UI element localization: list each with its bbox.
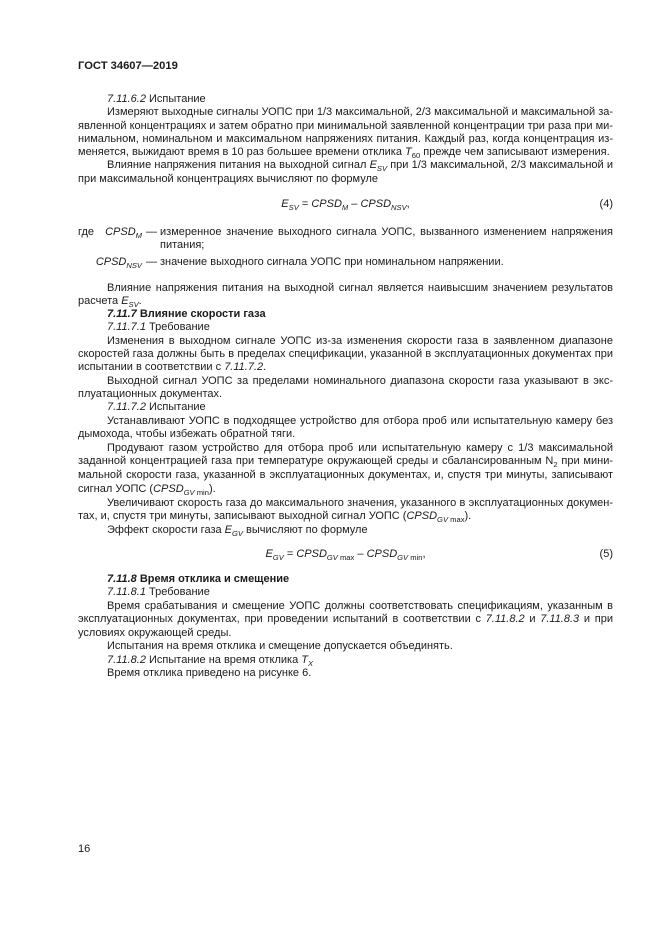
body-line: Изменения в выходном сигнале УОПС из-за изменения скорости газа в заявленном диапазоне: [107, 335, 613, 347]
body-line: [78, 146, 613, 160]
symbol: E: [369, 159, 377, 171]
body-line: явленной концентрациях и затем обратно при минимальной заявленной концентрации три раза при ми-: [78, 120, 613, 132]
section-reference: 7.11.7.2: [224, 361, 264, 373]
section-title: Испытание: [149, 93, 206, 105]
formula-symbol: CPSD: [296, 548, 327, 560]
subsection-heading: [107, 401, 613, 415]
where-term: [78, 226, 142, 240]
subscript: X: [308, 658, 314, 668]
subscript: SV: [288, 202, 299, 212]
subscript: GV: [183, 487, 195, 497]
text-run: эксплуатационных документах, при проведении испытаний в соответствии с: [78, 613, 486, 625]
section-title: Время отклика и смещение: [139, 573, 290, 585]
where-term: [78, 256, 142, 270]
subscript: GV: [272, 552, 284, 562]
where-dash: —: [146, 256, 157, 268]
where-definition-line: значение выходного сигнала УОПС при номинальном напряжении.: [160, 256, 504, 268]
symbol: T: [405, 146, 412, 158]
body-line: мальной скорости газа, указанной в эксплуатационных документах, и, спустя три минуты, записывают: [78, 469, 613, 481]
subscript: NSV: [391, 202, 407, 212]
body-line: условиях окружающей среды.: [78, 627, 232, 639]
formula-operator: =: [283, 548, 297, 560]
body-line: [107, 159, 613, 173]
subsection-heading: [107, 321, 613, 335]
subscript: M: [135, 230, 142, 240]
text-run: испытании в соответствии с: [78, 361, 225, 373]
text-run: вычисляют по формуле: [243, 524, 368, 536]
subsection-heading: [107, 654, 613, 668]
symbol: E: [121, 295, 129, 307]
where-dash: —: [146, 226, 157, 238]
formula-symbol: CPSD: [95, 256, 127, 268]
section-number: 7.11.8.2: [107, 654, 146, 666]
section-heading: [107, 573, 613, 587]
section-title: Требование: [149, 321, 210, 333]
text-run: и: [524, 613, 541, 625]
document-code: ГОСТ 34607—2019: [78, 60, 178, 72]
text-run: Эффект скорости газа: [107, 524, 225, 536]
text-run: ).: [464, 510, 472, 522]
body-line: Время отклика приведено на рисунке 6.: [107, 667, 312, 679]
formula-symbol: CPSD: [366, 548, 398, 560]
body-line: при максимальной концентрациях вычисляют по формуле: [78, 173, 378, 185]
symbol: E: [224, 524, 233, 536]
formula-symbol: CPSD: [360, 198, 392, 210]
body-line: [78, 613, 613, 627]
subsection-heading: [107, 93, 613, 107]
body-line: [78, 510, 613, 524]
text-run: .: [263, 361, 267, 373]
body-line: [78, 455, 613, 469]
body-line: Измеряют выходные сигналы УОПС при 1/3 максимальной, 2/3 максимальной и максимальной за-: [107, 106, 614, 118]
formula-symbol: CPSD: [311, 198, 342, 210]
text-run: при 1/3 максимальной, 2/3 максимальной и: [387, 159, 613, 171]
body-line: Время срабатывания и смещение УОПС должны соответствовать спецификациям, указанным в: [107, 600, 613, 612]
formula-symbol: E: [281, 198, 289, 210]
body-line: [78, 483, 613, 497]
symbol: CPSD: [406, 510, 438, 522]
section-heading: [107, 308, 613, 322]
body-line: [78, 361, 613, 375]
text-run: при мини-: [557, 455, 614, 467]
body-line: скоростей газа должны быть в пределах спецификации, указанной в эксплуатационных документах при: [78, 348, 613, 360]
formula-symbol: CPSD: [105, 226, 136, 238]
subscript: max: [337, 552, 355, 562]
section-title: Испытание на время отклика: [149, 654, 302, 666]
text-run: заданной концентрацией газа при температуре окружающей среды и сбалансированным: [78, 455, 546, 467]
where-definition-line: питания;: [160, 239, 205, 251]
symbol: T: [301, 654, 308, 666]
subscript: min: [194, 487, 209, 497]
section-number: 7.11.7: [107, 308, 137, 320]
section-title: Влияние скорости газа: [139, 308, 266, 320]
subscript: min: [408, 552, 423, 562]
subscript: M: [341, 202, 349, 212]
equation-number: (4): [599, 198, 613, 210]
text-run: ).: [208, 483, 216, 495]
section-title: Испытание: [149, 401, 206, 413]
text-run: сигнал УОПС (: [78, 483, 154, 495]
subscript: SV: [376, 163, 388, 173]
equation-number: (5): [599, 548, 613, 560]
text-run: тах, и, спустя три минуты, записывают выходной сигнал УОПС (: [78, 510, 407, 522]
body-line: Продувают газом устройство для отбора проб или испытательную камеру с 1/3 максимальной: [107, 442, 613, 454]
body-line: нимальном, номинальном и максимальном напряжениях питания. Каждый раз, когда концентрация из-: [78, 133, 613, 145]
formula-operator: –: [354, 548, 367, 560]
body-line: Испытания на время отклика и смещение допускается объединять.: [107, 640, 453, 652]
section-number: 7.11.8: [107, 573, 137, 585]
subscript: GV: [397, 552, 409, 562]
body-line: [78, 295, 613, 309]
text-run: прежде чем записывают измерения.: [420, 146, 610, 158]
section-number: 7.11.8.1: [107, 586, 146, 598]
body-line: [107, 524, 613, 538]
formula-punctuation: ,: [406, 198, 410, 210]
subscript: SV: [128, 299, 139, 309]
symbol: N: [545, 455, 554, 467]
formula-symbol: E: [265, 548, 273, 560]
section-reference: 7.11.8.2: [485, 613, 525, 625]
symbol: CPSD: [153, 483, 184, 495]
body-line: плуатационных документах.: [78, 388, 223, 400]
text-run: меняется, выжидают время в 10 раз большее времени отклика: [78, 146, 406, 158]
formula-punctuation: ,: [422, 548, 426, 560]
subsection-heading: [107, 586, 613, 600]
body-line: Влияние напряжения питания на выходной сигнал является наивысшим значением результатов: [107, 282, 613, 294]
section-number: 7.11.6.2: [107, 93, 146, 105]
subscript: GV: [437, 514, 449, 524]
section-title: Требование: [149, 586, 210, 598]
formula-operator: =: [298, 198, 312, 210]
body-line: Устанавливают УОПС в подходящее устройство для отбора проб или испытательную камеру без: [107, 415, 613, 427]
section-reference: 7.11.8.3: [540, 613, 580, 625]
text-run: Влияние напряжения питания на выходной сигнал: [107, 159, 370, 171]
subscript: 2: [553, 459, 558, 469]
text-run: и при: [579, 613, 613, 625]
page-number: 16: [78, 843, 91, 855]
subscript: max: [448, 514, 465, 524]
subscript: 60: [411, 150, 421, 160]
where-definition-line: измеренное значение выходного сигнала УОПС, вызванного изменением напряжения: [160, 226, 613, 238]
section-number: 7.11.7.1: [107, 321, 146, 333]
section-number: 7.11.7.2: [107, 401, 146, 413]
subscript: NSV: [126, 260, 142, 270]
body-line: Увеличивают скорость газа до максимального значения, указанного в эксплуатационных докумен-: [107, 497, 613, 509]
formula-operator: –: [348, 198, 361, 210]
where-word: где: [78, 226, 95, 238]
body-line: Выходной сигнал УОПС за пределами номинального диапазона скорости газа указывают в экс-: [107, 375, 613, 387]
subscript: GV: [326, 552, 338, 562]
subscript: GV: [232, 528, 243, 538]
text-run: .: [138, 295, 142, 307]
body-line: дымохода, чтобы избежать обратной тяги.: [78, 428, 296, 440]
text-run: расчета: [78, 295, 122, 307]
